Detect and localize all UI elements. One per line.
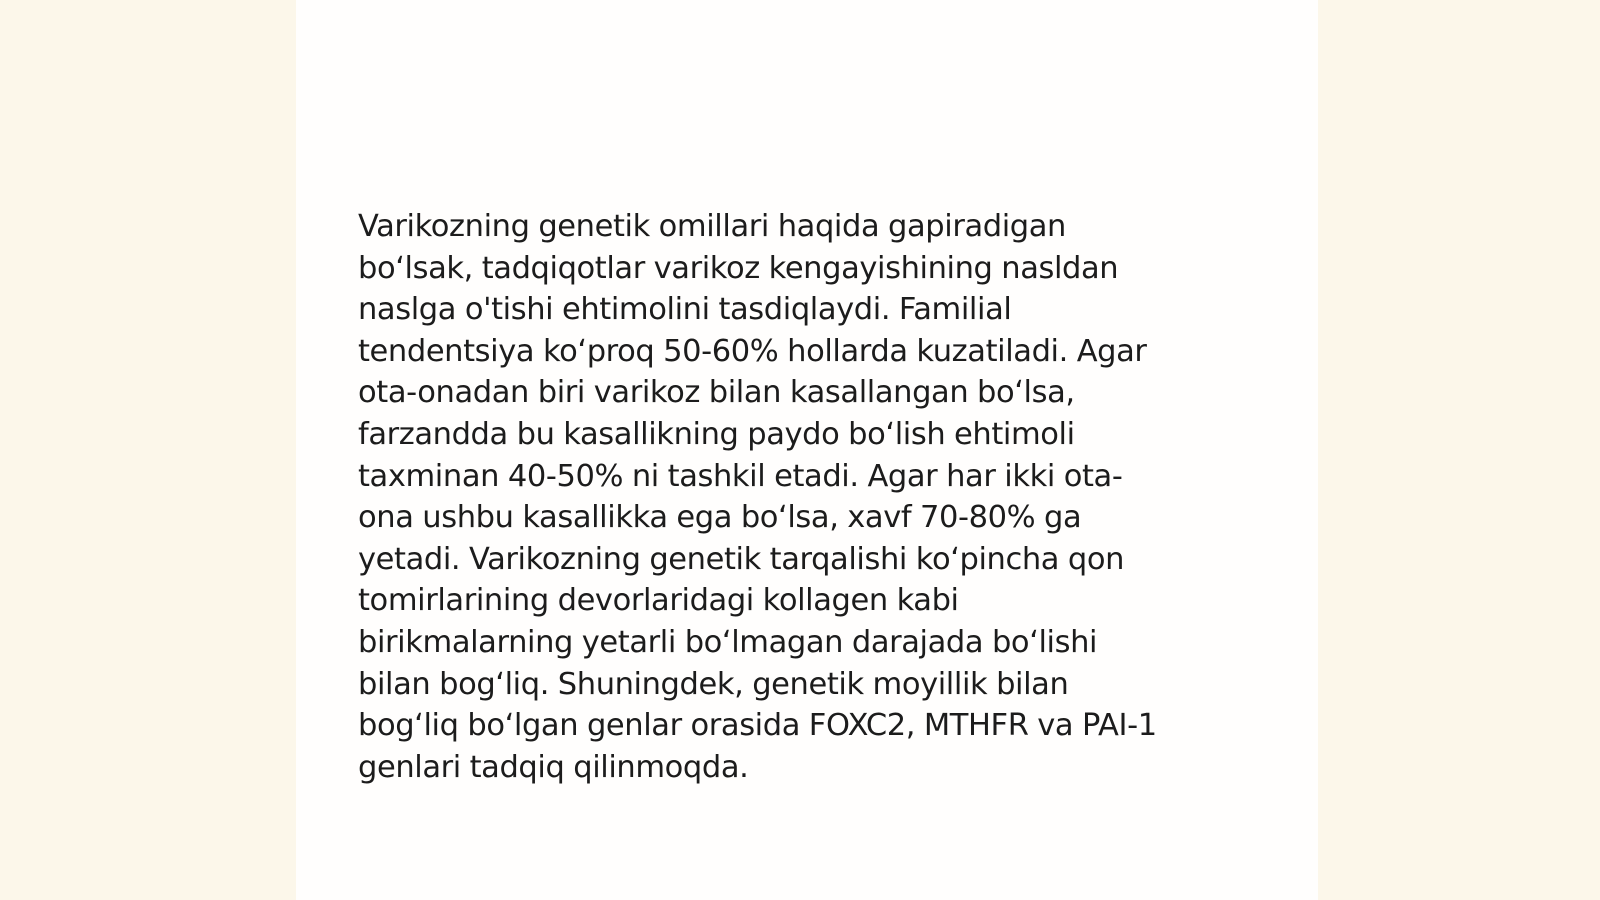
paragraph-line: bilan bog‘liq. Shuningdek, genetik moyillik bilan — [358, 666, 1069, 702]
paragraph-line: farzandda bu kasallikning paydo bo‘lish ehtimoli — [358, 416, 1075, 452]
paragraph-line: ota-onadan biri varikoz bilan kasallangan bo‘lsa, — [358, 375, 1075, 411]
paragraph-line: tendentsiya ko‘proq 50-60% hollarda kuzatiladi. Agar — [358, 333, 1147, 369]
paragraph-line: bo‘lsak, tadqiqotlar varikoz kengayishining nasldan — [358, 250, 1119, 286]
paragraph-line: bog‘liq bo‘lgan genlar orasida FOXC2, MTHFR va PAI-1 — [358, 708, 1157, 744]
paragraph-line: Varikozning genetik omillari haqida gapiradigan — [358, 209, 1066, 244]
paragraph-line: birikmalarning yetarli bo‘lmagan darajada bo‘lishi — [358, 624, 1098, 660]
paragraph-line: tomirlarining devorlaridagi kollagen kabi — [358, 583, 959, 619]
right-margin — [1318, 0, 1600, 900]
paragraph-line: genlari tadqiq qilinmoqda. — [358, 749, 749, 785]
paragraph-line: yetadi. Varikozning genetik tarqalishi ko‘pincha qon — [358, 541, 1125, 577]
body-paragraph — [358, 206, 1238, 788]
paragraph-line: ona ushbu kasallikka ega bo‘lsa, xavf 70-80% ga — [358, 500, 1082, 536]
left-margin — [0, 0, 296, 900]
paragraph-line: taxminan 40-50% ni tashkil etadi. Agar har ikki ota- — [358, 458, 1123, 494]
paragraph-line: naslga o'tishi ehtimolini tasdiqlaydi. Familial — [358, 292, 1012, 328]
